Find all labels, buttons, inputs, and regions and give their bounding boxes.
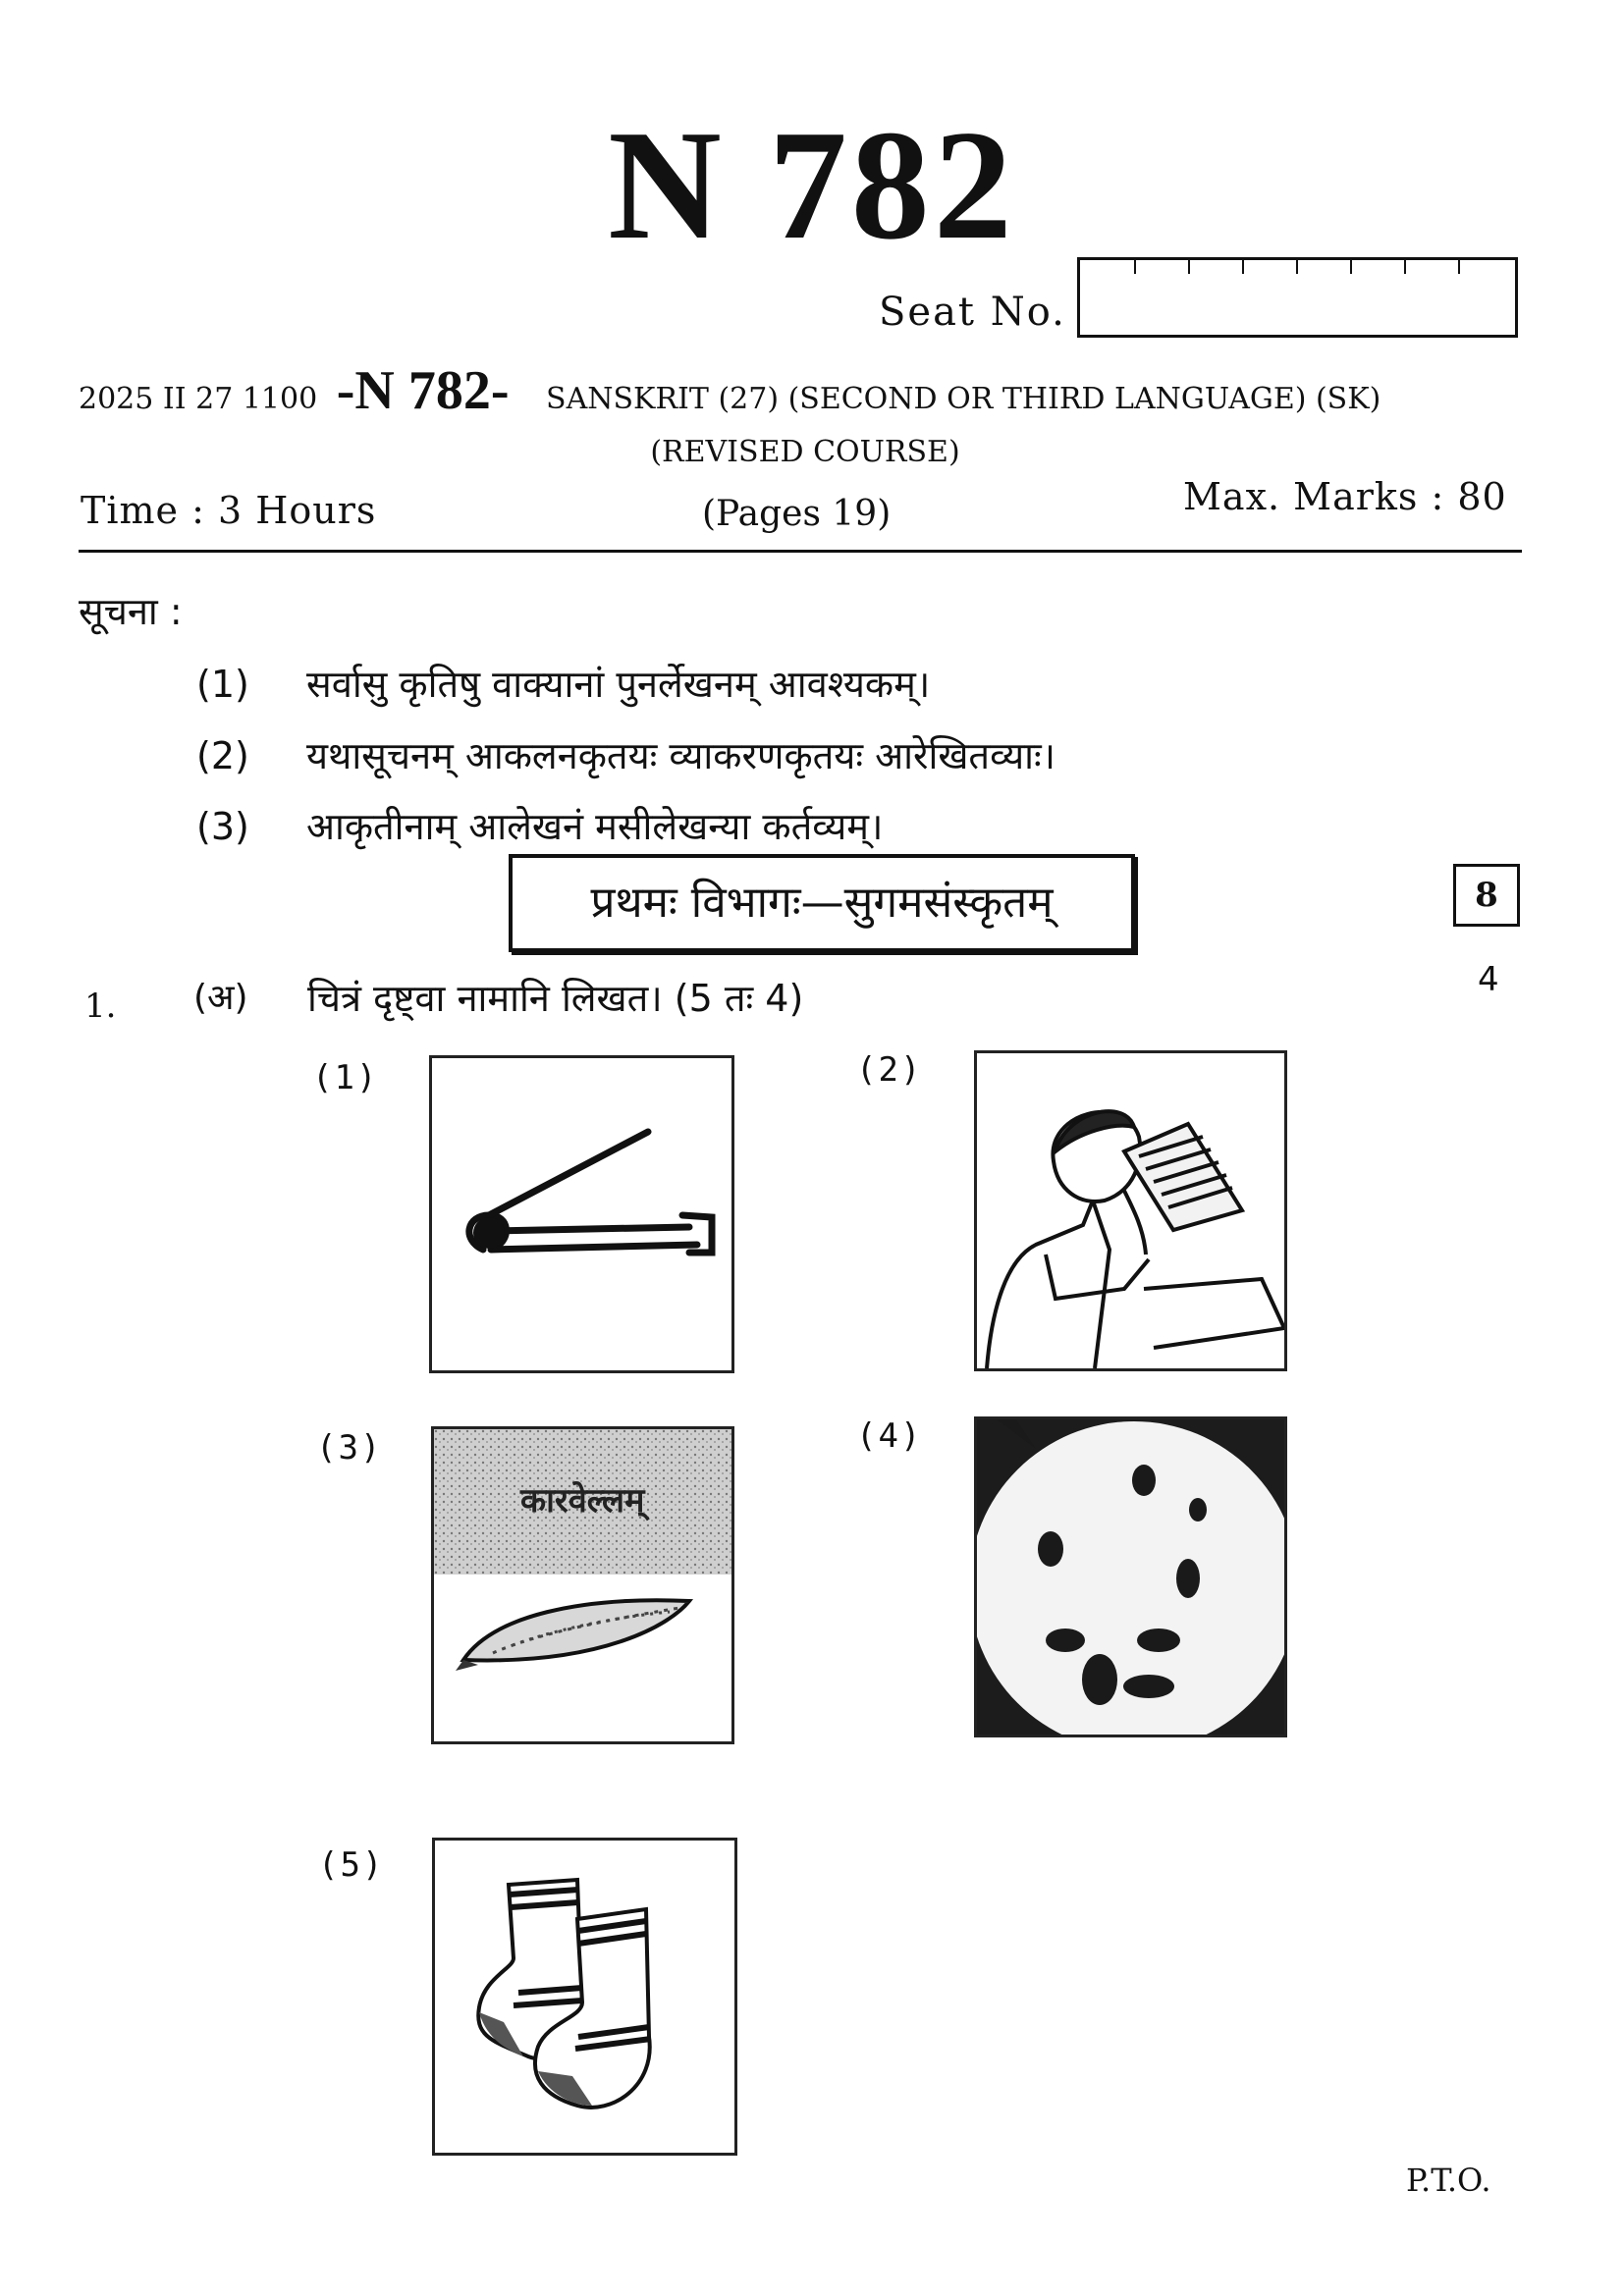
instruction-text: सर्वासु कृतिषु वाक्यानां पुनर्लेखनम् आवश्यकम्। (306, 663, 931, 706)
picture-1 (429, 1055, 734, 1373)
picture-3 (431, 1426, 734, 1744)
exam-code-small: 2025 II 27 1100 (79, 382, 318, 416)
socks-icon (435, 1841, 734, 2153)
picture-caption: कारवेल्लम् (520, 1481, 645, 1521)
question-sub-label: (अ) (193, 978, 248, 1018)
section-title: प्रथमः विभागः—सुगमसंस्कृतम् (590, 878, 1054, 928)
picture-4 (974, 1416, 1287, 1737)
instruction-item (196, 800, 883, 851)
picture-2 (974, 1050, 1287, 1371)
man-reading-icon (977, 1053, 1284, 1368)
revised-course: (REVISED COURSE) (650, 435, 960, 469)
subject-line: SANSKRIT (27) (SECOND OR THIRD LANGUAGE) (SK) (546, 382, 1381, 416)
instruction-text: यथासूचनम् आकलनकृतयः व्याकरणकृतयः आरेखितव्याः। (306, 734, 1056, 777)
question-marks: 4 (1478, 960, 1499, 999)
picture-5 (432, 1838, 737, 2156)
header-divider (79, 550, 1522, 553)
question-text: चित्रं दृष्ट्वा नामानि लिखत। (5 तः 4) (307, 977, 804, 1020)
section-title-box (509, 854, 1135, 952)
picture-label: (1) (312, 1058, 379, 1097)
picture-label: (5) (318, 1845, 385, 1885)
picture-label: (4) (856, 1416, 923, 1456)
page-count: (Pages 19) (702, 494, 892, 534)
please-turn-over: P.T.O. (1406, 2162, 1491, 2199)
section-marks-box: 8 (1453, 864, 1520, 927)
picture-label: (2) (856, 1050, 923, 1090)
instruction-item (196, 658, 930, 709)
question-number: 1. (84, 987, 117, 1026)
instruction-number: (2) (196, 734, 249, 777)
seat-number-box[interactable] (1077, 257, 1518, 338)
seat-number-label: Seat No. (879, 290, 1066, 335)
instruction-item (196, 729, 1056, 780)
exam-code-big: -N 782- (336, 360, 510, 421)
instruction-text: आकृतीनाम् आलेखनं मसीलेखन्या कर्तव्यम्। (306, 805, 884, 848)
safety-pin-icon (432, 1058, 731, 1370)
instructions-heading: सूचना : (79, 590, 183, 633)
paper-code: N 782 (608, 97, 1016, 272)
max-marks: Max. Marks : 80 (1183, 475, 1507, 518)
picture-label: (3) (316, 1428, 383, 1468)
time-allowed: Time : 3 Hours (81, 489, 377, 532)
instruction-number: (1) (196, 663, 249, 706)
bread-with-raisins-icon (977, 1419, 1284, 1735)
exam-meta-line (79, 359, 1380, 422)
instruction-number: (3) (196, 805, 249, 848)
